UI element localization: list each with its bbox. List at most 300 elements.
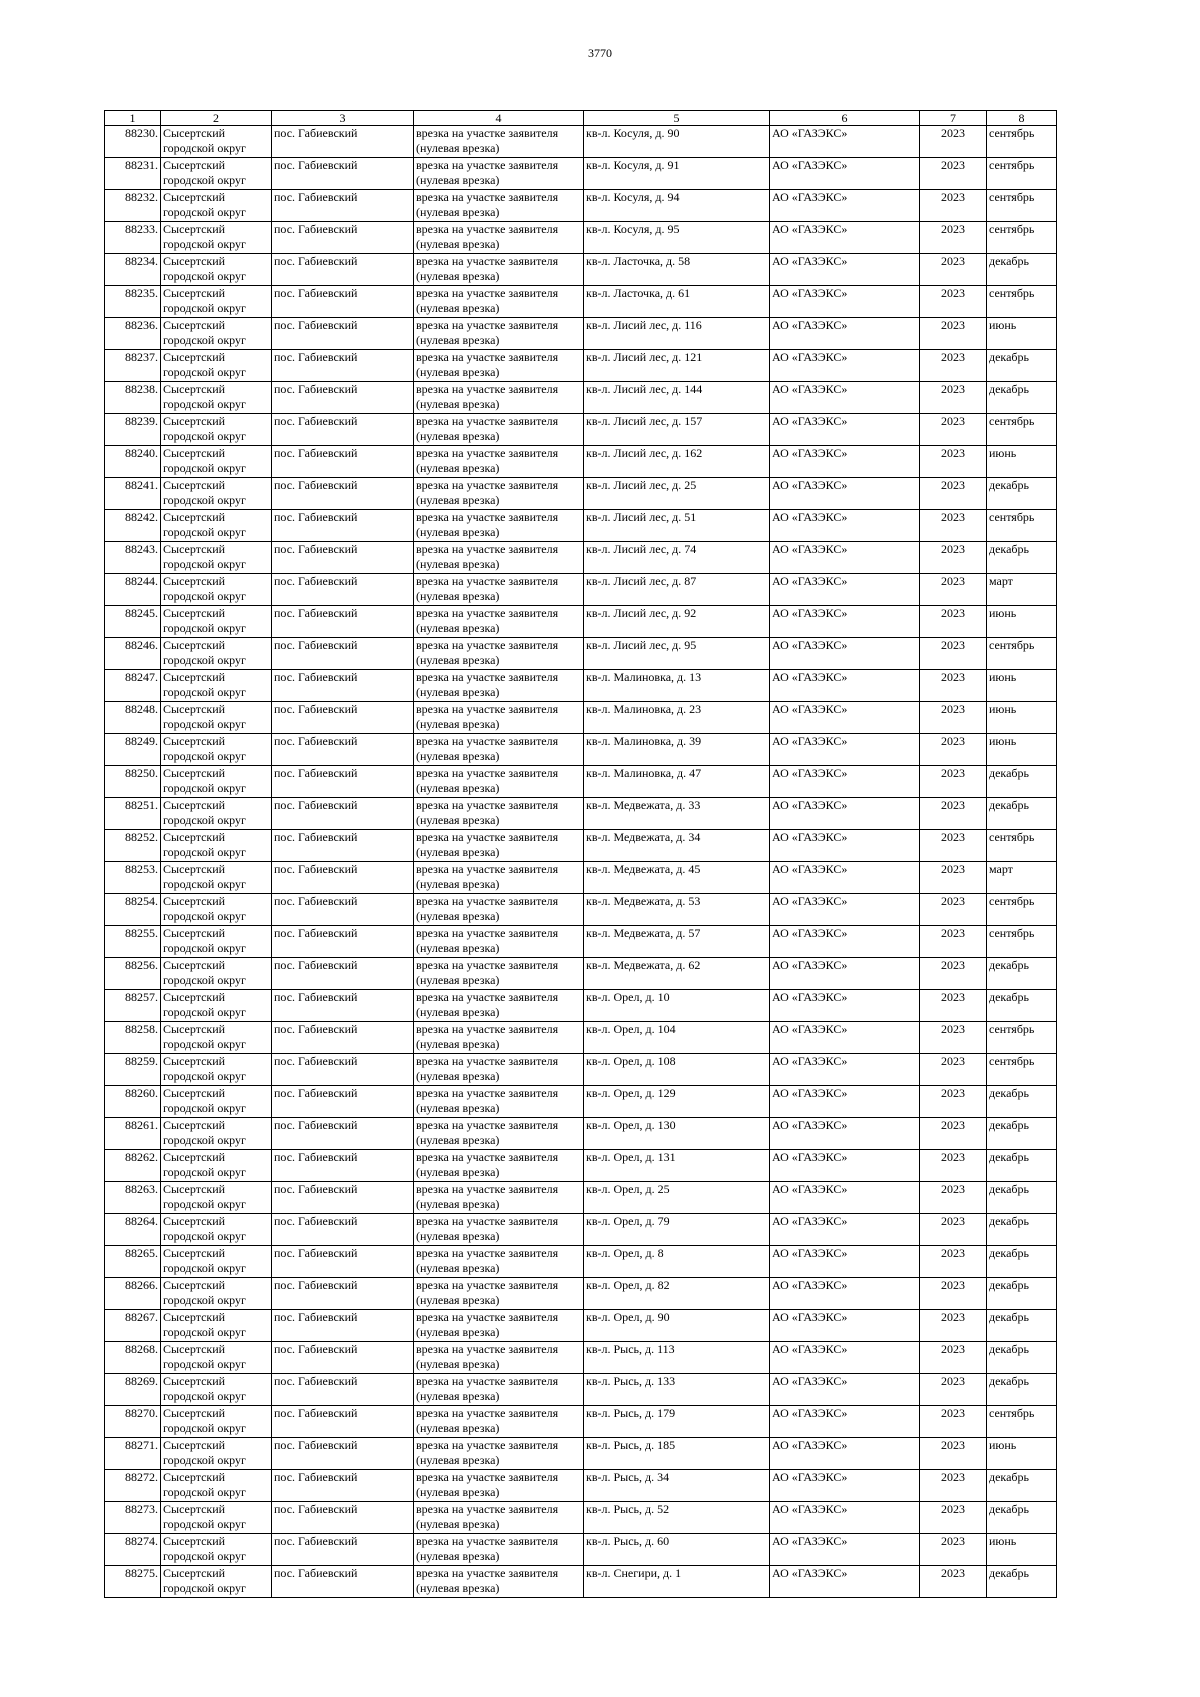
year-cell: 2023 xyxy=(920,1214,987,1246)
table-header xyxy=(105,111,1057,126)
work-type-line-1: врезка на участке заявителя xyxy=(416,1086,559,1100)
settlement-cell: пос. Габиевский xyxy=(272,638,414,670)
month-cell: декабрь xyxy=(987,1214,1057,1246)
work-type-cell xyxy=(414,606,584,638)
column-header-3: 3 xyxy=(272,111,414,126)
district-cell xyxy=(161,1406,272,1438)
month-cell: июнь xyxy=(987,1534,1057,1566)
work-type-cell xyxy=(414,990,584,1022)
district-line-2: городской округ xyxy=(163,812,246,827)
year-cell: 2023 xyxy=(920,702,987,734)
organization-cell: АО «ГАЗЭКС» xyxy=(770,1502,920,1534)
work-type-cell xyxy=(414,1342,584,1374)
organization-cell: АО «ГАЗЭКС» xyxy=(770,1534,920,1566)
district-line-1: Сысертский xyxy=(163,1438,226,1452)
row-number: 88267. xyxy=(105,1310,161,1342)
year-cell: 2023 xyxy=(920,734,987,766)
month-cell: декабрь xyxy=(987,1502,1057,1534)
settlement-cell: пос. Габиевский xyxy=(272,1470,414,1502)
organization-cell: АО «ГАЗЭКС» xyxy=(770,446,920,478)
district-cell xyxy=(161,382,272,414)
column-header-4: 4 xyxy=(414,111,584,126)
district-line-1: Сысертский xyxy=(163,702,226,716)
row-number: 88264. xyxy=(105,1214,161,1246)
district-cell xyxy=(161,510,272,542)
district-line-1: Сысертский xyxy=(163,990,226,1004)
month-cell: сентябрь xyxy=(987,926,1057,958)
work-type-line-1: врезка на участке заявителя xyxy=(416,1118,559,1132)
month-cell: июнь xyxy=(987,1438,1057,1470)
row-number: 88247. xyxy=(105,670,161,702)
district-line-2: городской округ xyxy=(163,940,246,955)
district-line-2: городской округ xyxy=(163,844,246,859)
table-row xyxy=(105,350,1057,382)
month-cell: декабрь xyxy=(987,990,1057,1022)
work-type-line-2: (нулевая врезка) xyxy=(416,908,500,923)
row-number: 88271. xyxy=(105,1438,161,1470)
table-row xyxy=(105,510,1057,542)
work-type-line-2: (нулевая врезка) xyxy=(416,460,500,475)
work-type-line-2: (нулевая врезка) xyxy=(416,396,500,411)
address-cell: кв-л. Лисий лес, д. 25 xyxy=(584,478,770,510)
district-line-2: городской округ xyxy=(163,268,246,283)
work-type-line-2: (нулевая врезка) xyxy=(416,1036,500,1051)
work-type-cell xyxy=(414,1054,584,1086)
work-type-cell xyxy=(414,670,584,702)
work-type-cell xyxy=(414,1438,584,1470)
settlement-cell: пос. Габиевский xyxy=(272,542,414,574)
work-type-line-1: врезка на участке заявителя xyxy=(416,734,559,748)
work-type-line-1: врезка на участке заявителя xyxy=(416,222,559,236)
year-cell: 2023 xyxy=(920,158,987,190)
district-cell xyxy=(161,1150,272,1182)
address-cell: кв-л. Косуля, д. 91 xyxy=(584,158,770,190)
table-row xyxy=(105,1118,1057,1150)
district-line-1: Сысертский xyxy=(163,254,226,268)
work-type-cell xyxy=(414,798,584,830)
district-line-2: городской округ xyxy=(163,748,246,763)
month-cell: июнь xyxy=(987,446,1057,478)
work-type-cell xyxy=(414,478,584,510)
work-type-cell xyxy=(414,1118,584,1150)
year-cell: 2023 xyxy=(920,1246,987,1278)
month-cell: март xyxy=(987,862,1057,894)
work-type-line-1: врезка на участке заявителя xyxy=(416,414,559,428)
row-number: 88265. xyxy=(105,1246,161,1278)
work-type-line-1: врезка на участке заявителя xyxy=(416,862,559,876)
address-cell: кв-л. Орел, д. 131 xyxy=(584,1150,770,1182)
district-cell xyxy=(161,350,272,382)
table-row xyxy=(105,190,1057,222)
month-cell: декабрь xyxy=(987,1470,1057,1502)
work-type-cell xyxy=(414,1150,584,1182)
year-cell: 2023 xyxy=(920,1566,987,1598)
organization-cell: АО «ГАЗЭКС» xyxy=(770,1566,920,1598)
work-type-line-2: (нулевая врезка) xyxy=(416,1100,500,1115)
year-cell: 2023 xyxy=(920,1054,987,1086)
district-line-1: Сысертский xyxy=(163,1374,226,1388)
settlement-cell: пос. Габиевский xyxy=(272,1054,414,1086)
district-line-1: Сысертский xyxy=(163,1342,226,1356)
organization-cell: АО «ГАЗЭКС» xyxy=(770,798,920,830)
row-number: 88234. xyxy=(105,254,161,286)
district-line-2: городской округ xyxy=(163,172,246,187)
year-cell: 2023 xyxy=(920,1406,987,1438)
district-line-2: городской округ xyxy=(163,1228,246,1243)
table-row xyxy=(105,734,1057,766)
month-cell: сентябрь xyxy=(987,1054,1057,1086)
row-number: 88230. xyxy=(105,126,161,158)
district-line-2: городской округ xyxy=(163,1452,246,1467)
table-row xyxy=(105,1246,1057,1278)
work-type-line-1: врезка на участке заявителя xyxy=(416,1406,559,1420)
district-line-1: Сысертский xyxy=(163,1406,226,1420)
district-line-2: городской округ xyxy=(163,1036,246,1051)
work-type-cell xyxy=(414,1310,584,1342)
work-type-line-2: (нулевая врезка) xyxy=(416,364,500,379)
district-line-2: городской округ xyxy=(163,1324,246,1339)
settlement-cell: пос. Габиевский xyxy=(272,414,414,446)
table-row xyxy=(105,158,1057,190)
organization-cell: АО «ГАЗЭКС» xyxy=(770,670,920,702)
work-type-cell xyxy=(414,318,584,350)
district-line-2: городской округ xyxy=(163,1356,246,1371)
row-number: 88273. xyxy=(105,1502,161,1534)
year-cell: 2023 xyxy=(920,126,987,158)
year-cell: 2023 xyxy=(920,350,987,382)
year-cell: 2023 xyxy=(920,1182,987,1214)
table-row xyxy=(105,286,1057,318)
work-type-line-1: врезка на участке заявителя xyxy=(416,318,559,332)
year-cell: 2023 xyxy=(920,798,987,830)
work-type-line-1: врезка на участке заявителя xyxy=(416,1438,559,1452)
settlement-cell: пос. Габиевский xyxy=(272,478,414,510)
district-cell xyxy=(161,574,272,606)
work-type-cell xyxy=(414,926,584,958)
organization-cell: АО «ГАЗЭКС» xyxy=(770,958,920,990)
district-cell xyxy=(161,542,272,574)
work-type-line-2: (нулевая врезка) xyxy=(416,1004,500,1019)
work-type-line-2: (нулевая врезка) xyxy=(416,140,500,155)
work-type-line-2: (нулевая врезка) xyxy=(416,1548,500,1563)
district-line-1: Сысертский xyxy=(163,1246,226,1260)
work-type-line-2: (нулевая врезка) xyxy=(416,940,500,955)
district-line-2: городской округ xyxy=(163,652,246,667)
organization-cell: АО «ГАЗЭКС» xyxy=(770,1374,920,1406)
organization-cell: АО «ГАЗЭКС» xyxy=(770,734,920,766)
organization-cell: АО «ГАЗЭКС» xyxy=(770,542,920,574)
work-type-line-1: врезка на участке заявителя xyxy=(416,190,559,204)
month-cell: декабрь xyxy=(987,958,1057,990)
settlement-cell: пос. Габиевский xyxy=(272,574,414,606)
district-cell xyxy=(161,1246,272,1278)
row-number: 88245. xyxy=(105,606,161,638)
settlement-cell: пос. Габиевский xyxy=(272,702,414,734)
organization-cell: АО «ГАЗЭКС» xyxy=(770,414,920,446)
district-line-2: городской округ xyxy=(163,300,246,315)
settlement-cell: пос. Габиевский xyxy=(272,1278,414,1310)
work-type-cell xyxy=(414,766,584,798)
work-type-line-1: врезка на участке заявителя xyxy=(416,1150,559,1164)
work-type-line-1: врезка на участке заявителя xyxy=(416,1342,559,1356)
work-type-line-1: врезка на участке заявителя xyxy=(416,1246,559,1260)
year-cell: 2023 xyxy=(920,1022,987,1054)
address-cell: кв-л. Орел, д. 8 xyxy=(584,1246,770,1278)
work-type-line-2: (нулевая врезка) xyxy=(416,1420,500,1435)
district-line-2: городской округ xyxy=(163,460,246,475)
organization-cell: АО «ГАЗЭКС» xyxy=(770,1182,920,1214)
year-cell: 2023 xyxy=(920,1278,987,1310)
settlement-cell: пос. Габиевский xyxy=(272,1118,414,1150)
table-row xyxy=(105,1566,1057,1598)
work-type-line-2: (нулевая врезка) xyxy=(416,716,500,731)
district-line-2: городской округ xyxy=(163,396,246,411)
settlement-cell: пос. Габиевский xyxy=(272,798,414,830)
organization-cell: АО «ГАЗЭКС» xyxy=(770,990,920,1022)
row-number: 88260. xyxy=(105,1086,161,1118)
district-line-2: городской округ xyxy=(163,204,246,219)
work-type-cell xyxy=(414,958,584,990)
district-cell xyxy=(161,446,272,478)
month-cell: сентябрь xyxy=(987,1022,1057,1054)
work-type-line-2: (нулевая врезка) xyxy=(416,876,500,891)
district-line-2: городской округ xyxy=(163,1292,246,1307)
row-number: 88269. xyxy=(105,1374,161,1406)
row-number: 88266. xyxy=(105,1278,161,1310)
work-type-line-1: врезка на участке заявителя xyxy=(416,830,559,844)
row-number: 88257. xyxy=(105,990,161,1022)
table-row xyxy=(105,1182,1057,1214)
row-number: 88256. xyxy=(105,958,161,990)
district-cell xyxy=(161,670,272,702)
work-type-line-1: врезка на участке заявителя xyxy=(416,894,559,908)
table-row xyxy=(105,958,1057,990)
month-cell: декабрь xyxy=(987,1374,1057,1406)
month-cell: март xyxy=(987,574,1057,606)
table-row xyxy=(105,126,1057,158)
district-line-2: городской округ xyxy=(163,428,246,443)
table-row xyxy=(105,478,1057,510)
year-cell: 2023 xyxy=(920,1342,987,1374)
district-line-2: городской округ xyxy=(163,140,246,155)
organization-cell: АО «ГАЗЭКС» xyxy=(770,894,920,926)
work-type-line-1: врезка на участке заявителя xyxy=(416,1054,559,1068)
organization-cell: АО «ГАЗЭКС» xyxy=(770,638,920,670)
address-cell: кв-л. Лисий лес, д. 51 xyxy=(584,510,770,542)
month-cell: сентябрь xyxy=(987,414,1057,446)
settlement-cell: пос. Габиевский xyxy=(272,1150,414,1182)
district-line-2: городской округ xyxy=(163,364,246,379)
year-cell: 2023 xyxy=(920,478,987,510)
row-number: 88272. xyxy=(105,1470,161,1502)
work-type-cell xyxy=(414,286,584,318)
organization-cell: АО «ГАЗЭКС» xyxy=(770,1118,920,1150)
district-line-2: городской округ xyxy=(163,684,246,699)
organization-cell: АО «ГАЗЭКС» xyxy=(770,1246,920,1278)
settlement-cell: пос. Габиевский xyxy=(272,1182,414,1214)
settlement-cell: пос. Габиевский xyxy=(272,1534,414,1566)
year-cell: 2023 xyxy=(920,1438,987,1470)
district-cell xyxy=(161,638,272,670)
address-cell: кв-л. Орел, д. 130 xyxy=(584,1118,770,1150)
work-type-line-2: (нулевая врезка) xyxy=(416,812,500,827)
table-row xyxy=(105,1214,1057,1246)
address-cell: кв-л. Лисий лес, д. 74 xyxy=(584,542,770,574)
work-type-line-2: (нулевая врезка) xyxy=(416,588,500,603)
organization-cell: АО «ГАЗЭКС» xyxy=(770,318,920,350)
work-type-cell xyxy=(414,222,584,254)
year-cell: 2023 xyxy=(920,1150,987,1182)
work-type-cell xyxy=(414,894,584,926)
table-row xyxy=(105,1374,1057,1406)
month-cell: сентябрь xyxy=(987,190,1057,222)
district-line-2: городской округ xyxy=(163,1100,246,1115)
address-cell: кв-л. Орел, д. 90 xyxy=(584,1310,770,1342)
table-row xyxy=(105,606,1057,638)
year-cell: 2023 xyxy=(920,766,987,798)
month-cell: декабрь xyxy=(987,1246,1057,1278)
organization-cell: АО «ГАЗЭКС» xyxy=(770,1342,920,1374)
row-number: 88252. xyxy=(105,830,161,862)
table-row xyxy=(105,1310,1057,1342)
organization-cell: АО «ГАЗЭКС» xyxy=(770,1310,920,1342)
work-type-line-2: (нулевая врезка) xyxy=(416,972,500,987)
work-type-line-1: врезка на участке заявителя xyxy=(416,1470,559,1484)
work-type-line-1: врезка на участке заявителя xyxy=(416,1566,559,1580)
district-line-1: Сысертский xyxy=(163,894,226,908)
organization-cell: АО «ГАЗЭКС» xyxy=(770,1022,920,1054)
address-cell: кв-л. Орел, д. 25 xyxy=(584,1182,770,1214)
column-header-2: 2 xyxy=(161,111,272,126)
district-line-2: городской округ xyxy=(163,1164,246,1179)
row-number: 88274. xyxy=(105,1534,161,1566)
year-cell: 2023 xyxy=(920,1374,987,1406)
work-type-line-2: (нулевая врезка) xyxy=(416,620,500,635)
settlement-cell: пос. Габиевский xyxy=(272,318,414,350)
month-cell: декабрь xyxy=(987,478,1057,510)
settlement-cell: пос. Габиевский xyxy=(272,510,414,542)
column-header-7: 7 xyxy=(920,111,987,126)
district-line-2: городской округ xyxy=(163,236,246,251)
address-cell: кв-л. Лисий лес, д. 87 xyxy=(584,574,770,606)
work-type-cell xyxy=(414,446,584,478)
settlement-cell: пос. Габиевский xyxy=(272,286,414,318)
address-cell: кв-л. Косуля, д. 94 xyxy=(584,190,770,222)
year-cell: 2023 xyxy=(920,542,987,574)
year-cell: 2023 xyxy=(920,830,987,862)
work-type-cell xyxy=(414,702,584,734)
month-cell: декабрь xyxy=(987,1342,1057,1374)
work-type-line-2: (нулевая врезка) xyxy=(416,1164,500,1179)
work-type-line-2: (нулевая врезка) xyxy=(416,556,500,571)
settlement-cell: пос. Габиевский xyxy=(272,446,414,478)
work-type-line-2: (нулевая врезка) xyxy=(416,1196,500,1211)
table-row xyxy=(105,254,1057,286)
header-row xyxy=(105,111,1057,126)
district-line-1: Сысертский xyxy=(163,638,226,652)
address-cell: кв-л. Рысь, д. 34 xyxy=(584,1470,770,1502)
year-cell: 2023 xyxy=(920,958,987,990)
district-cell xyxy=(161,254,272,286)
district-line-1: Сысертский xyxy=(163,798,226,812)
month-cell: сентябрь xyxy=(987,222,1057,254)
district-line-2: городской округ xyxy=(163,1260,246,1275)
row-number: 88243. xyxy=(105,542,161,574)
organization-cell: АО «ГАЗЭКС» xyxy=(770,286,920,318)
table-row xyxy=(105,1438,1057,1470)
address-cell: кв-л. Орел, д. 108 xyxy=(584,1054,770,1086)
month-cell: июнь xyxy=(987,606,1057,638)
work-type-line-2: (нулевая врезка) xyxy=(416,844,500,859)
table-row xyxy=(105,670,1057,702)
settlement-cell: пос. Габиевский xyxy=(272,1342,414,1374)
district-line-2: городской округ xyxy=(163,1548,246,1563)
work-type-line-1: врезка на участке заявителя xyxy=(416,574,559,588)
address-cell: кв-л. Медвежата, д. 34 xyxy=(584,830,770,862)
work-type-line-1: врезка на участке заявителя xyxy=(416,606,559,620)
month-cell: декабрь xyxy=(987,1566,1057,1598)
work-type-line-1: врезка на участке заявителя xyxy=(416,254,559,268)
district-line-1: Сысертский xyxy=(163,542,226,556)
address-cell: кв-л. Орел, д. 82 xyxy=(584,1278,770,1310)
district-line-2: городской округ xyxy=(163,620,246,635)
month-cell: декабрь xyxy=(987,254,1057,286)
district-line-2: городской округ xyxy=(163,908,246,923)
work-type-cell xyxy=(414,414,584,446)
table-row xyxy=(105,222,1057,254)
district-line-1: Сысертский xyxy=(163,222,226,236)
row-number: 88261. xyxy=(105,1118,161,1150)
settlement-cell: пос. Габиевский xyxy=(272,606,414,638)
address-cell: кв-л. Рысь, д. 113 xyxy=(584,1342,770,1374)
work-type-line-2: (нулевая врезка) xyxy=(416,1388,500,1403)
month-cell: декабрь xyxy=(987,798,1057,830)
district-line-1: Сысертский xyxy=(163,670,226,684)
row-number: 88237. xyxy=(105,350,161,382)
district-line-1: Сысертский xyxy=(163,1502,226,1516)
work-type-line-1: врезка на участке заявителя xyxy=(416,126,559,140)
table-row xyxy=(105,1502,1057,1534)
district-line-1: Сысертский xyxy=(163,1534,226,1548)
column-header-1: 1 xyxy=(105,111,161,126)
year-cell: 2023 xyxy=(920,1534,987,1566)
address-cell: кв-л. Рысь, д. 179 xyxy=(584,1406,770,1438)
table-row xyxy=(105,926,1057,958)
address-cell: кв-л. Медвежата, д. 57 xyxy=(584,926,770,958)
district-cell xyxy=(161,734,272,766)
organization-cell: АО «ГАЗЭКС» xyxy=(770,350,920,382)
district-line-2: городской округ xyxy=(163,1420,246,1435)
district-cell xyxy=(161,1054,272,1086)
district-line-2: городской округ xyxy=(163,1484,246,1499)
row-number: 88254. xyxy=(105,894,161,926)
district-cell xyxy=(161,1214,272,1246)
row-number: 88240. xyxy=(105,446,161,478)
district-line-2: городской округ xyxy=(163,588,246,603)
address-cell: кв-л. Рысь, д. 52 xyxy=(584,1502,770,1534)
year-cell: 2023 xyxy=(920,1470,987,1502)
year-cell: 2023 xyxy=(920,414,987,446)
work-type-line-1: врезка на участке заявителя xyxy=(416,766,559,780)
row-number: 88241. xyxy=(105,478,161,510)
row-number: 88251. xyxy=(105,798,161,830)
settlement-cell: пос. Габиевский xyxy=(272,1086,414,1118)
month-cell: декабрь xyxy=(987,1150,1057,1182)
district-line-2: городской округ xyxy=(163,556,246,571)
work-type-line-2: (нулевая врезка) xyxy=(416,780,500,795)
row-number: 88232. xyxy=(105,190,161,222)
work-type-cell xyxy=(414,1374,584,1406)
